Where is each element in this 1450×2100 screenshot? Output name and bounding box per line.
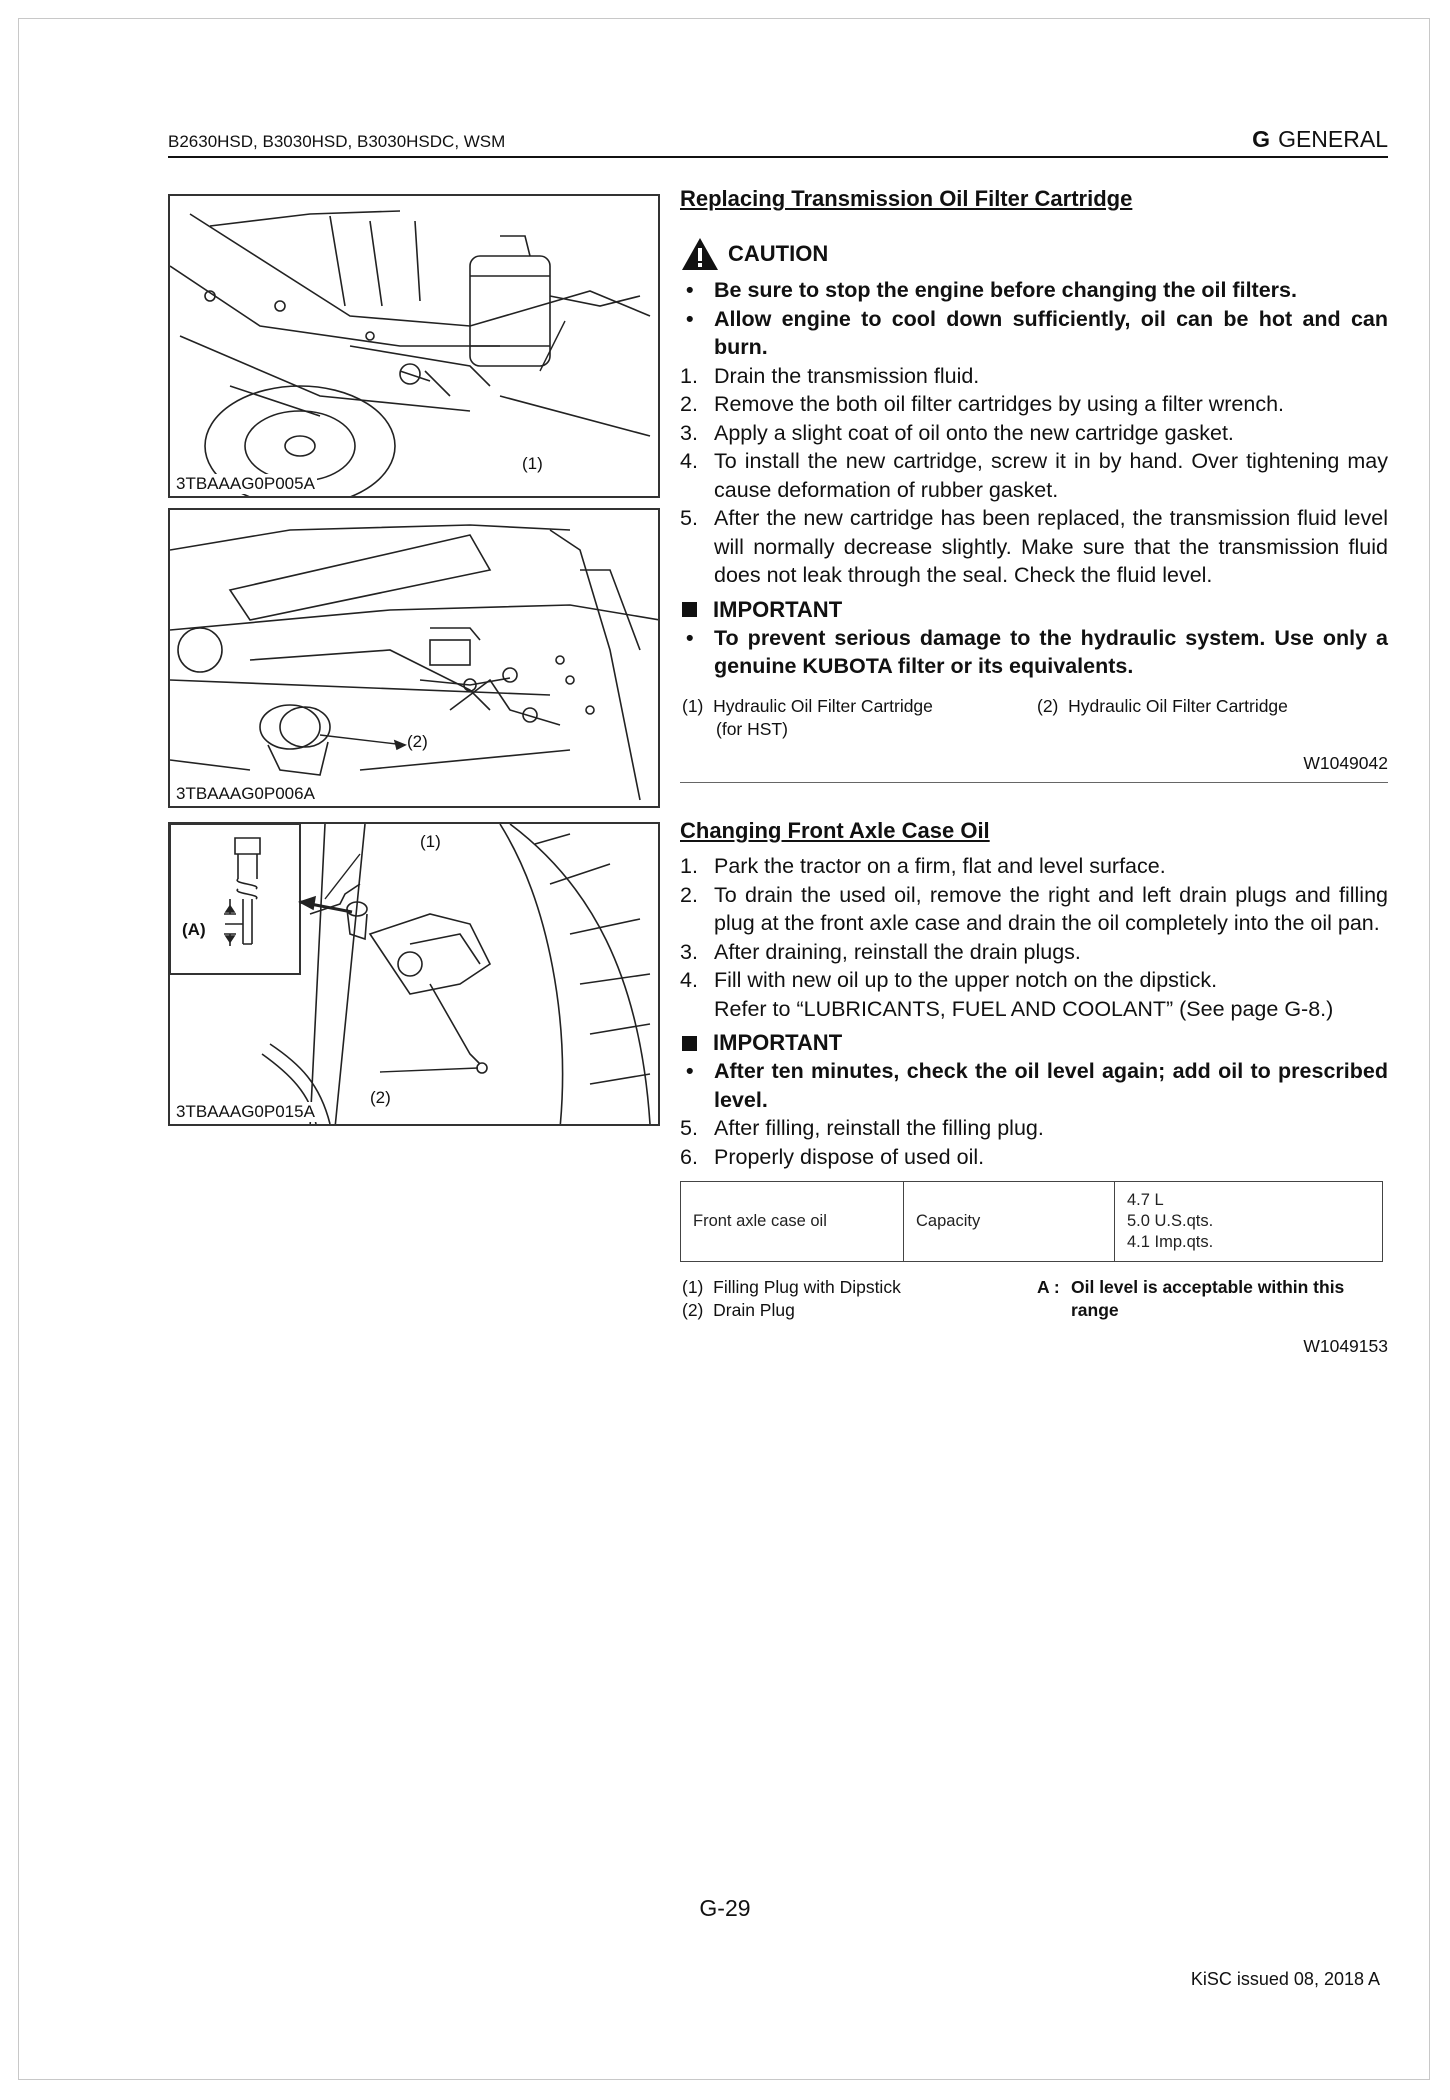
section-transmission-filter [680,186,1388,783]
header-models: B2630HSD, B3030HSD, B3030HSDC, WSM [168,132,506,151]
header-section-letter: G [1252,126,1271,152]
header-section [1252,126,1388,153]
figure-3-drawing [170,824,660,1126]
caution-item-2: • Allow engine to cool down sufficiently, oil can be hot and can burn. [686,306,1388,359]
caution-item-1: • Be sure to stop the engine before changing the oil filters. [686,278,1297,302]
legend-1-item-1: (1) Hydraulic Oil Filter Cartridge (for HST) [682,695,933,739]
important-item-2: • After ten minutes, check the oil level again; add oil to prescribed level. [686,1059,1388,1112]
figure-2-drawing [170,510,660,808]
section-1-code: W1049042 [1303,752,1388,773]
figure-3-code: 3TBAAAG0P015A [176,1102,315,1121]
legend-1 [680,695,1388,743]
section-divider [680,782,1388,783]
step2-4: 4. Fill with new oil up to the upper notch on the dipstick. Refer to “LUBRICANTS, FUEL AND COOLANT” (See page G-8.) [680,968,1334,1021]
capacity-table-label: Capacity [904,1182,1115,1262]
figure-2-code: 3TBAAAG0P006A [176,784,315,803]
important-item-1: • To prevent serious damage to the hydraulic system. Use only a genuine KUBOTA filter or its equivalents. [686,625,1388,678]
section-2-title: Changing Front Axle Case Oil [680,818,990,843]
header-section-name: GENERAL [1278,126,1388,152]
legend-2-note: A : Oil level is acceptable within this range [1037,1277,1345,1320]
important-heading-1: IMPORTANT [680,596,1388,624]
step2-4-reference: Refer to “LUBRICANTS, FUEL AND COOLANT” (See page G-8.) [714,996,1334,1021]
capacity-table-values: 4.7 L 5.0 U.S.qts. 4.1 Imp.qts. [1115,1182,1383,1262]
figure-3-callout-a: (A) [182,920,206,939]
step2-3: 3. After draining, reinstall the drain plugs. [680,939,1081,964]
step-2: 2. Remove the both oil filter cartridges by using a filter wrench. [680,392,1285,416]
figure-1-code: 3TBAAAG0P005A [176,474,315,493]
figure-transmission-filter-1 [168,194,660,498]
step2-6: 6. Properly dispose of used oil. [680,1144,985,1169]
legend-1-item-2: (2) Hydraulic Oil Filter Cartridge [1037,695,1288,716]
figure-2-callout-2: (2) [407,732,428,751]
figure-3-callout-2: (2) [370,1088,391,1107]
legend-2 [680,1276,1388,1324]
page-number: G-29 [699,1895,751,1921]
step2-1: 1. Park the tractor on a firm, flat and level surface. [680,854,1166,878]
step-4: 4. To install the new cartridge, screw it in by hand. Over tightening may cause deformation of rubber gasket. [680,449,1388,502]
important-heading-2: IMPORTANT [680,1029,1388,1057]
header-rule [168,156,1388,158]
figure-transmission-filter-2 [168,508,660,808]
figure-front-axle-oil [168,822,660,1126]
capacity-table [680,1181,1383,1262]
figure-1-drawing [170,196,660,498]
square-bullet-icon [682,1036,697,1051]
section-1-title: Replacing Transmission Oil Filter Cartridge [680,186,1133,211]
section-2-code: W1049153 [1303,1336,1388,1356]
square-bullet-icon [682,602,697,617]
warning-triangle-icon [680,236,720,272]
step-5: 5. After the new cartridge has been replaced, the transmission fluid level will normally decrease slightly. Make sure that the transmission fluid does not leak through the seal. Check the fluid level. [680,506,1388,587]
step-1: 1. Drain the transmission fluid. [680,363,980,388]
figure-1-callout-1: (1) [522,454,543,473]
step2-2: 2. To drain the used oil, remove the right and left drain plugs and filling plug at the front axle case and drain the oil completely into the oil pan. [680,882,1388,935]
caution-label: CAUTION [728,241,829,266]
issue-note: KiSC issued 08, 2018 A [1190,1969,1380,1989]
caution-heading [680,236,1388,272]
figure-3-callout-1: (1) [420,832,441,851]
legend-2-items: (1) Filling Plug with Dipstick (2) Drain Plug [682,1277,901,1320]
step2-5: 5. After filling, reinstall the filling plug. [680,1116,1044,1140]
capacity-table-item: Front axle case oil [681,1182,904,1262]
step-3: 3. Apply a slight coat of oil onto the new cartridge gasket. [680,420,1234,445]
section-front-axle-oil [680,818,1388,1357]
